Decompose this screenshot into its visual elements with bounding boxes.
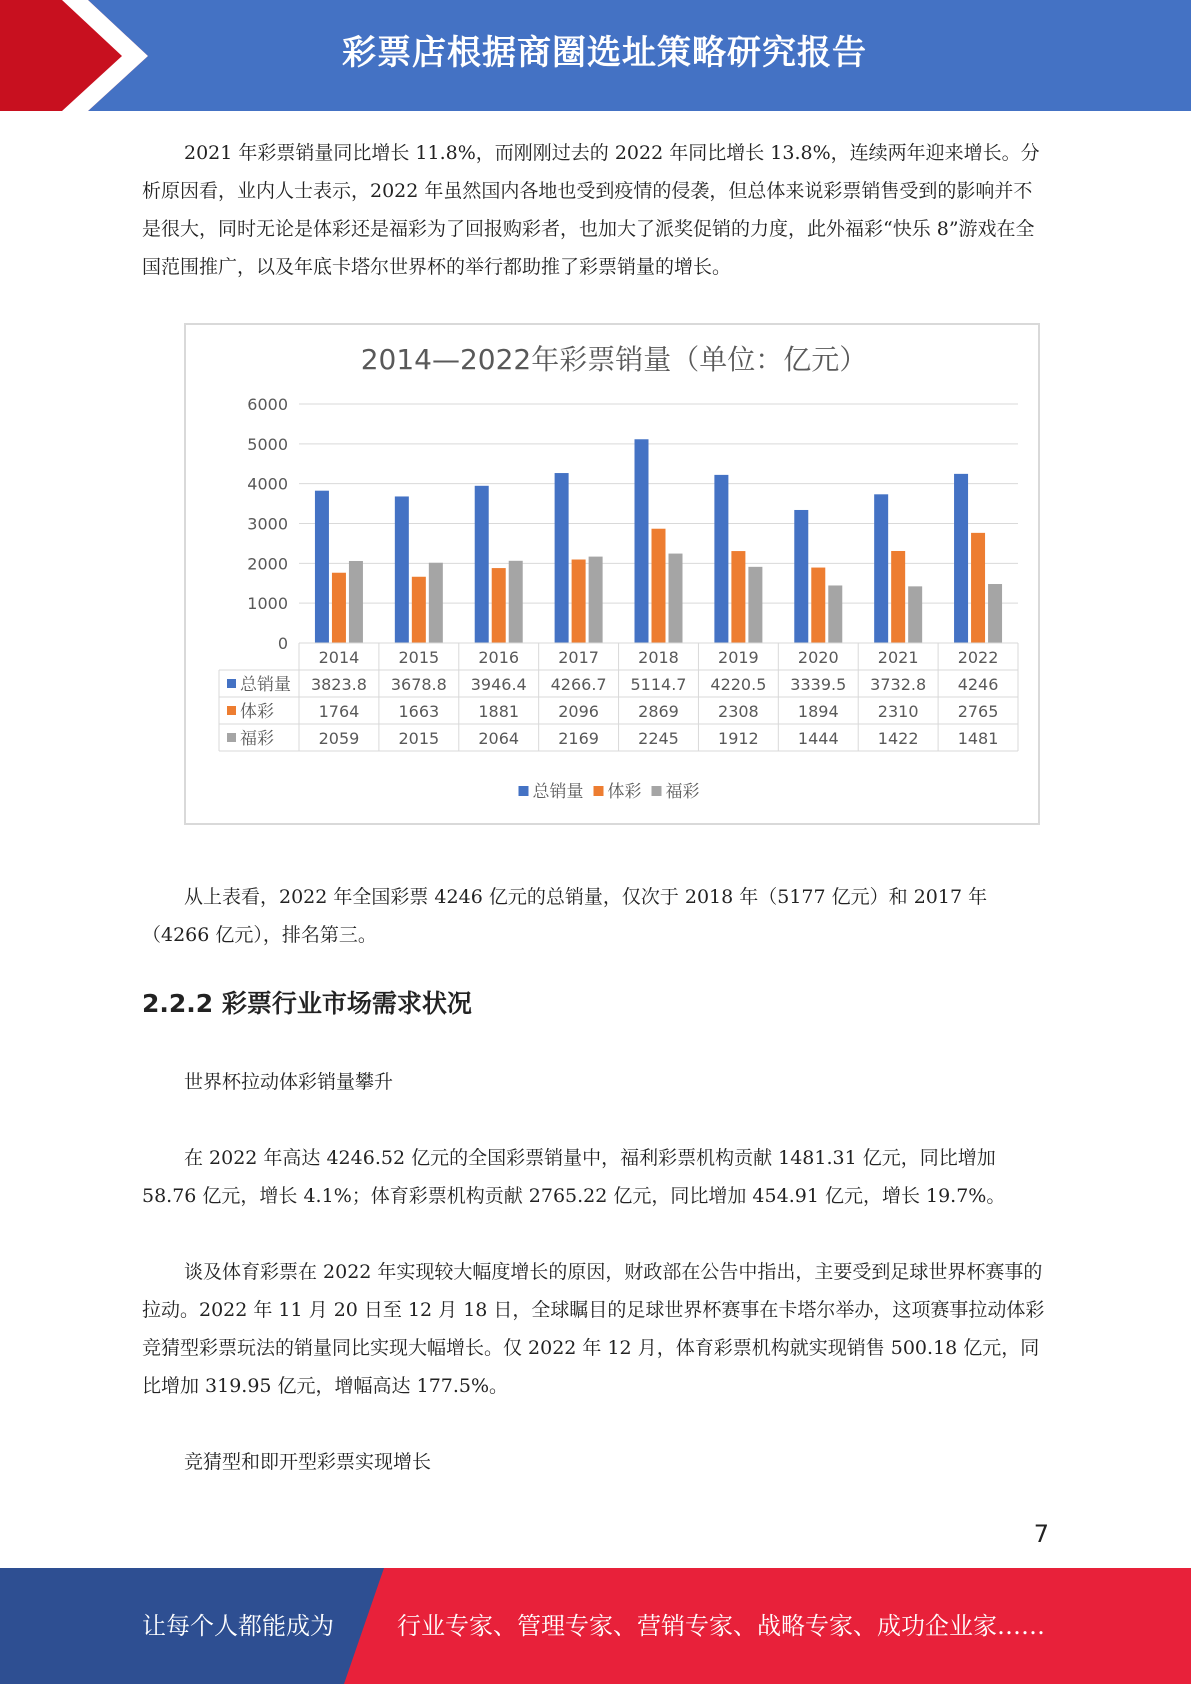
- sales-chart: [184, 323, 1040, 825]
- bar-体彩-2015: [412, 577, 426, 643]
- intro-paragraph: 2021 年彩票销量同比增长 11.8%，而刚刚过去的 2022 年同比增长 13.8%，连续两年迎来增长。分析原因看，业内人士表示，2022 年虽然国内各地也受到疫情的侵袭，但总体来说彩票销售受到的影响并不是很大，同时无论是体彩还是福彩为了回报购彩者，也加大了派奖促销的力度，此外福彩“快乐 8”游戏在全国范围推广，以及年底卡塔尔世界杯的举行都助推了彩票销量的增长。: [142, 142, 1040, 278]
- table-series-label: 体彩: [240, 702, 274, 722]
- x-tick-label: 2014: [318, 648, 360, 667]
- table-data-label: 3946.4: [470, 675, 527, 694]
- table-data-label: 1881: [478, 702, 520, 721]
- table-data-label: 4220.5: [710, 675, 767, 694]
- legend-key: [594, 786, 604, 796]
- legend-label: 总销量: [532, 782, 584, 802]
- bar-总销量-2020: [794, 510, 808, 643]
- legend-key: [652, 786, 662, 796]
- subheading-lottery-growth: 竞猜型和即开型彩票实现增长: [184, 1451, 432, 1473]
- table-series-label: 福彩: [240, 729, 274, 749]
- table-data-label: 2765: [957, 702, 999, 721]
- bar-体彩-2018: [652, 529, 666, 643]
- paragraph-world-cup-impact: 谈及体育彩票在 2022 年实现较大幅度增长的原因，财政部在公告中指出，主要受到足球世界杯赛事的拉动。2022 年 11 月 20 日至 12 月 18 日，全球瞩目的足球世界杯赛事在卡塔尔举办，这项赛事拉动体彩竞猜型彩票玩法的销量同比实现大幅增长。仅 2022 年 12 月，体育彩票机构就实现销售 500.18 亿元，同比增加 319.95 亿元，增幅高达 177.5%。: [142, 1261, 1045, 1397]
- table-data-label: 2308: [718, 702, 759, 721]
- table-data-label: 4266.7: [550, 675, 607, 694]
- x-tick-label: 2015: [398, 648, 440, 667]
- bar-总销量-2019: [714, 475, 728, 643]
- table-data-label: 1481: [957, 729, 999, 748]
- table-data-label: 1422: [877, 729, 919, 748]
- bar-体彩-2022: [971, 533, 985, 643]
- legend-label: 体彩: [607, 782, 642, 802]
- table-data-label: 3678.8: [390, 675, 447, 694]
- table-data-label: 2245: [638, 729, 679, 748]
- y-tick-label: 2000: [247, 554, 288, 574]
- bar-福彩-2022: [988, 584, 1002, 643]
- y-tick-label: 4000: [247, 474, 288, 494]
- table-data-label: 5114.7: [630, 675, 687, 694]
- bar-体彩-2020: [811, 568, 825, 643]
- bar-总销量-2018: [635, 439, 649, 643]
- bar-福彩-2016: [509, 561, 523, 643]
- bar-福彩-2020: [828, 585, 842, 643]
- x-tick-label: 2017: [558, 648, 599, 667]
- footer-slogan-left: 让每个人都能成为: [142, 1612, 334, 1640]
- page-number: 7: [1033, 1520, 1049, 1548]
- table-data-label: 2015: [398, 729, 440, 748]
- page-header: [0, 0, 1191, 111]
- bar-福彩-2017: [589, 557, 603, 643]
- x-tick-label: 2019: [718, 648, 759, 667]
- footer-slogan-right: 行业专家、管理专家、营销专家、战略专家、成功企业家……: [397, 1612, 1045, 1640]
- x-tick-label: 2020: [797, 648, 839, 667]
- x-tick-label: 2018: [638, 648, 679, 667]
- bar-福彩-2015: [429, 563, 443, 643]
- table-data-label: 2310: [877, 702, 919, 721]
- table-data-label: 2869: [638, 702, 679, 721]
- bar-体彩-2017: [572, 560, 586, 643]
- y-tick-label: 1000: [247, 594, 288, 614]
- table-data-label: 3339.5: [790, 675, 847, 694]
- legend-label: 福彩: [665, 782, 700, 802]
- table-data-label: 1663: [398, 702, 440, 721]
- bar-体彩-2019: [731, 551, 745, 643]
- bar-福彩-2018: [669, 554, 683, 643]
- table-legend-key: [227, 733, 236, 742]
- y-tick-label: 0: [277, 634, 288, 653]
- table-data-label: 3732.8: [870, 675, 927, 694]
- table-data-label: 1894: [797, 702, 839, 721]
- bar-总销量-2015: [395, 496, 409, 643]
- legend-key: [519, 786, 529, 796]
- table-data-label: 4246: [957, 675, 999, 694]
- y-tick-label: 6000: [247, 395, 288, 414]
- bar-福彩-2021: [908, 586, 922, 643]
- bar-总销量-2017: [555, 473, 569, 643]
- y-tick-label: 3000: [247, 514, 288, 534]
- table-data-label: 2059: [318, 729, 360, 748]
- table-data-label: 3823.8: [310, 675, 367, 694]
- table-legend-key: [227, 706, 236, 715]
- chart-canvas: [186, 325, 1042, 827]
- bar-总销量-2016: [475, 486, 489, 643]
- bar-总销量-2022: [954, 474, 968, 643]
- bar-总销量-2014: [315, 491, 329, 643]
- table-data-label: 1764: [318, 702, 360, 721]
- x-tick-label: 2021: [877, 648, 919, 667]
- chart-title: 2014—2022年彩票销量（单位：亿元）: [360, 343, 868, 376]
- subheading-world-cup: 世界杯拉动体彩销量攀升: [184, 1071, 394, 1093]
- bar-体彩-2016: [492, 568, 506, 643]
- x-tick-label: 2016: [478, 648, 520, 667]
- table-series-label: 总销量: [240, 675, 291, 695]
- table-data-label: 1444: [797, 729, 839, 748]
- report-title: 彩票店根据商圈选址策略研究报告: [342, 33, 867, 73]
- x-tick-label: 2022: [957, 648, 999, 667]
- bar-福彩-2014: [349, 561, 363, 643]
- table-legend-key: [227, 679, 236, 688]
- paragraph-sales-breakdown: 在 2022 年高达 4246.52 亿元的全国彩票销量中，福利彩票机构贡献 1481.31 亿元，同比增加 58.76 亿元，增长 4.1%；体育彩票机构贡献 2765.22 亿元，同比增加 454.91 亿元，增长 19.7%。: [142, 1147, 1006, 1207]
- bar-福彩-2019: [748, 567, 762, 643]
- page-footer: [0, 1568, 1191, 1684]
- y-tick-label: 5000: [247, 434, 288, 454]
- section-heading: 2.2.2 彩票行业市场需求状况: [142, 989, 472, 1018]
- summary-paragraph: 从上表看，2022 年全国彩票 4246 亿元的总销量，仅次于 2018 年（5177 亿元）和 2017 年（4266 亿元），排名第三。: [142, 886, 988, 946]
- table-data-label: 2169: [558, 729, 599, 748]
- bar-总销量-2021: [874, 494, 888, 643]
- bar-体彩-2014: [332, 573, 346, 643]
- table-data-label: 1912: [718, 729, 759, 748]
- bar-体彩-2021: [891, 551, 905, 643]
- table-data-label: 2064: [478, 729, 520, 748]
- table-data-label: 2096: [558, 702, 599, 721]
